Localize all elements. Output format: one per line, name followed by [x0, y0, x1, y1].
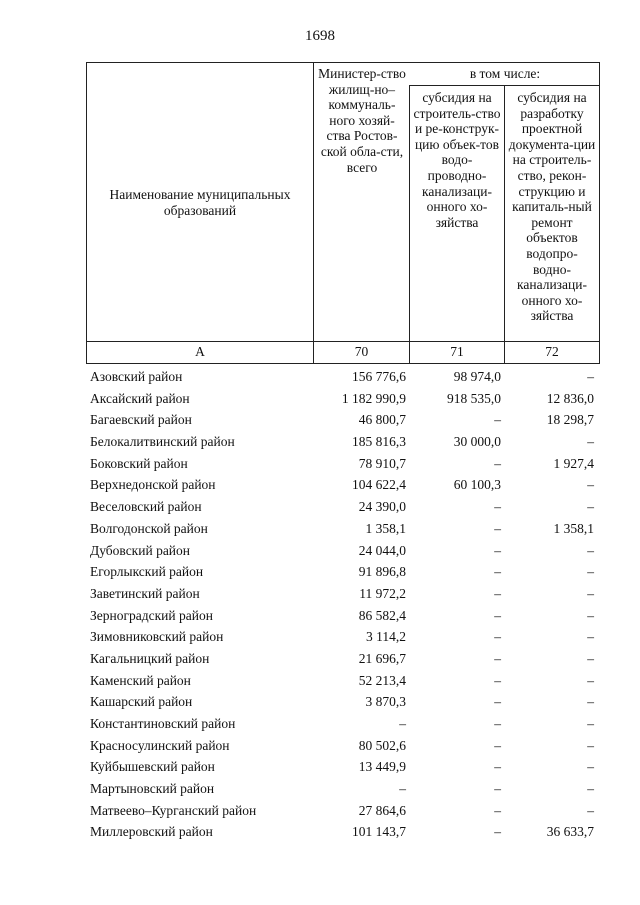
header-subsidy-design: субсидия на разработку проектной документа-ции на строитель-ство, рекон-струкцию и капиталь-ный ремонт объектов водопро-водно-канализаци-онного хо-зяйства [508, 90, 596, 324]
value-construction: – [494, 520, 501, 536]
municipality-name: Заветинский район [90, 585, 200, 601]
value-design: – [587, 585, 594, 601]
table-row [0, 540, 640, 562]
table-row [0, 800, 640, 822]
municipality-name: Егорлыкский район [90, 564, 204, 580]
table-row [0, 453, 640, 475]
value-design: – [587, 369, 594, 384]
value-design: – [587, 499, 594, 515]
index-72: 72 [545, 344, 559, 359]
value-construction: – [494, 607, 501, 623]
page-number: 1698 [305, 28, 335, 44]
municipality-name: Аксайский район [90, 390, 190, 406]
value-construction: – [494, 455, 501, 471]
value-total: 185 816,3 [352, 434, 406, 450]
municipality-name: Дубовский район [90, 542, 191, 558]
table-row [0, 518, 640, 540]
value-construction: – [494, 802, 501, 818]
value-construction: – [494, 629, 501, 645]
value-design: – [587, 434, 594, 450]
table-row [0, 409, 640, 431]
table-row [0, 366, 640, 388]
municipality-name: Азовский район [90, 369, 183, 384]
value-total: 11 972,2 [359, 585, 406, 601]
value-design: – [587, 694, 594, 710]
municipality-name: Веселовский район [90, 499, 202, 515]
table-row [0, 713, 640, 735]
value-construction: – [494, 564, 501, 580]
value-construction: 60 100,3 [453, 477, 501, 493]
value-total: 86 582,4 [358, 607, 406, 623]
value-design: 18 298,7 [546, 412, 594, 428]
index-71: 71 [450, 344, 464, 359]
table-row [0, 670, 640, 692]
value-design: – [587, 781, 594, 797]
table-row [0, 778, 640, 800]
value-total: 21 696,7 [358, 650, 406, 666]
table-row [0, 561, 640, 583]
value-total: 3 114,2 [366, 629, 406, 645]
value-design: 1 927,4 [553, 455, 594, 471]
header-including: в том числе: [469, 66, 541, 81]
value-design: – [587, 607, 594, 623]
value-design: – [587, 716, 594, 731]
value-design: – [587, 759, 594, 775]
value-total: 91 896,8 [358, 564, 406, 580]
table-row [0, 431, 640, 453]
table-row [0, 388, 640, 410]
value-construction: 918 535,0 [447, 390, 501, 406]
value-total: 104 622,4 [352, 477, 406, 493]
municipality-name: Матвеево–Курганский район [90, 802, 257, 818]
value-total: – [399, 781, 406, 797]
value-construction: – [494, 694, 501, 710]
municipality-name: Кагальницкий район [90, 650, 210, 666]
value-total: 27 864,6 [358, 802, 406, 818]
value-total: 1 182 990,9 [341, 390, 406, 406]
municipality-name: Багаевский район [90, 412, 192, 428]
table-row [0, 474, 640, 496]
value-construction: – [494, 585, 501, 601]
header-ministry-total: Министер-ство жилищ-но–коммуналь-ного хозяй-ства Ростов-ской обла-сти, всего [318, 66, 406, 175]
table-row [0, 735, 640, 757]
value-design: – [587, 672, 594, 688]
value-total: 78 910,7 [358, 455, 406, 471]
table-row [0, 583, 640, 605]
value-total: 52 213,4 [358, 672, 406, 688]
value-construction: – [494, 412, 501, 428]
table-body [0, 366, 640, 843]
value-construction: – [494, 759, 501, 775]
value-design: 36 633,7 [546, 824, 594, 840]
value-total: 156 776,6 [352, 369, 406, 384]
value-total: 13 449,9 [358, 759, 406, 775]
municipality-name: Каменский район [90, 672, 191, 688]
table-row [0, 821, 640, 843]
table-row [0, 648, 640, 670]
municipality-name: Красносулинский район [90, 737, 230, 753]
value-design: – [587, 802, 594, 818]
index-70: 70 [354, 344, 369, 359]
value-construction: – [494, 650, 501, 666]
municipality-name: Мартыновский район [90, 781, 215, 797]
table-row [0, 626, 640, 648]
value-design: – [587, 477, 594, 493]
value-construction: 98 974,0 [453, 369, 501, 384]
header-subsidy-construction: субсидия на строитель-ство и ре-конструк-цию объек-тов водо-проводно-канализаци-онного хо-зяйства [413, 90, 501, 230]
value-design: 1 358,1 [553, 520, 594, 536]
municipality-name: Зимовниковский район [90, 629, 224, 645]
table-header [86, 62, 600, 364]
table-row [0, 605, 640, 627]
municipality-name: Белокалитвинский район [90, 434, 235, 450]
value-construction: 30 000,0 [453, 434, 501, 450]
value-total: 24 044,0 [358, 542, 406, 558]
municipality-name: Верхнедонской район [90, 477, 216, 493]
value-design: – [587, 564, 594, 580]
municipality-name: Константиновский район [90, 716, 236, 731]
value-construction: – [494, 542, 501, 558]
municipality-name: Миллеровский район [90, 824, 213, 840]
value-construction: – [494, 781, 501, 797]
value-total: 24 390,0 [358, 499, 406, 515]
value-construction: – [494, 824, 501, 840]
value-design: 12 836,0 [546, 390, 594, 406]
value-construction: – [494, 672, 501, 688]
municipality-name: Волгодонской район [90, 520, 208, 536]
table-row [0, 691, 640, 713]
municipality-name: Кашарский район [90, 694, 193, 710]
value-construction: – [494, 499, 501, 515]
value-total: 3 870,3 [365, 694, 406, 710]
value-total: 1 358,1 [365, 520, 406, 536]
value-total: 101 143,7 [352, 824, 406, 840]
value-total: 46 800,7 [358, 412, 406, 428]
value-design: – [587, 629, 594, 645]
value-total: 80 502,6 [358, 737, 406, 753]
municipality-name: Боковский район [90, 455, 188, 471]
header-municipality: Наименование муниципальных образований [109, 187, 291, 218]
municipality-name: Куйбышевский район [90, 759, 215, 775]
value-design: – [587, 737, 594, 753]
value-design: – [587, 542, 594, 558]
index-a: А [195, 344, 205, 359]
value-construction: – [494, 737, 501, 753]
value-total: – [399, 716, 406, 731]
municipality-name: Зерноградский район [90, 607, 213, 623]
value-design: – [587, 650, 594, 666]
table-row [0, 496, 640, 518]
value-construction: – [494, 716, 501, 731]
table-row [0, 756, 640, 778]
